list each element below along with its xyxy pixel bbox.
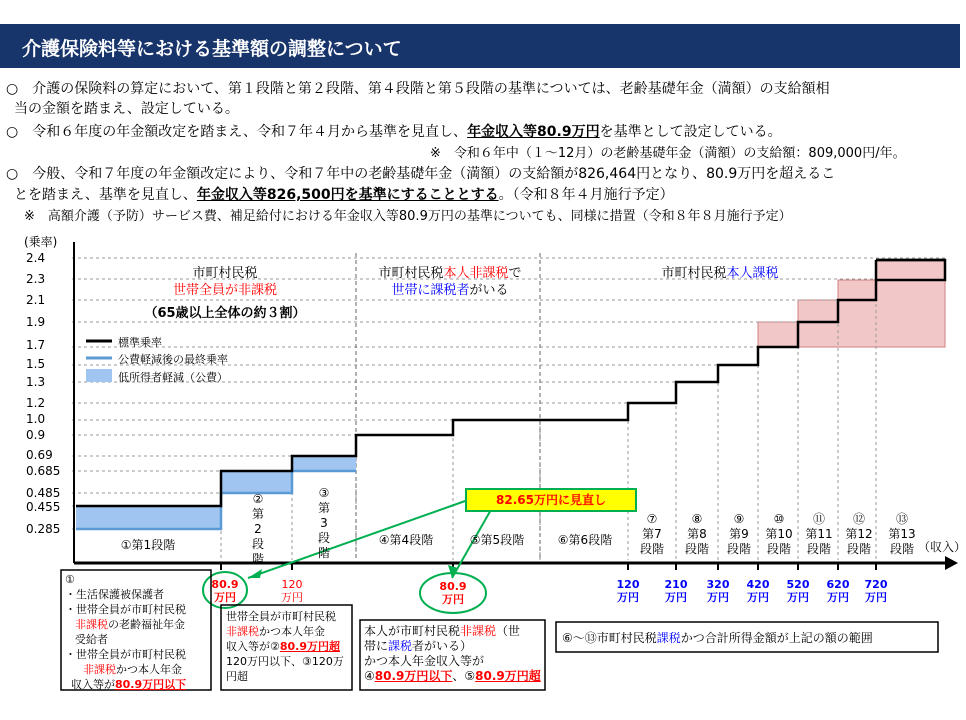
threshold-320: 320 万円 [706,578,730,604]
box2-l5: 円超 [226,670,248,683]
stage-7-label: ⑦ 第7 段階 [639,512,664,556]
intro-p2-note: ※ 令和６年中（１～12月）の老齢基礎年金（満額）の支給額：809,000円/年。 [430,146,906,161]
box2 [226,609,344,684]
intro-p2-post: を基準として設定している。 [599,124,782,140]
stage-1-label: ①第1段階 [120,538,176,552]
box4-post: かつ合計所得金額が上記の額の範囲 [680,631,873,645]
legend-reduction-label: 低所得者軽減（公費） [118,371,228,384]
box4-blue: 課税 [656,631,681,645]
stage-10-label: ⑩ 第10 段階 [765,512,793,556]
box1-l3: ・世帯全員が市町村民税 [65,603,186,616]
group3-blue: 本人課税 [726,266,779,281]
legend-reduction-swatch [86,369,112,382]
reduction-area-3 [292,456,356,471]
box3-l4-bold1: 80.9万円以下 [374,669,453,683]
intro-p1-line2: 当の金額を踏まえ、設定している。 [14,101,239,117]
y-tick-2.4: 2.4 [26,251,46,265]
y-tick-2.3: 2.3 [26,272,46,286]
box1-l2: ・生活保護被保護者 [65,588,164,601]
threshold-520: 520 万円 [786,578,810,604]
box2-l2-red: 非課税 [226,625,259,638]
group2-blue: 世帯に課税者 [391,283,470,298]
box2-l4: 120万円以下、③120万 [226,655,344,668]
reduction-area-1 [76,506,221,529]
stage-12-label: ⑫ 第12 段階 [845,512,873,556]
box1-l7-red: 非課税 [83,663,116,676]
box2-l3-pre: 収入等が② [226,640,280,653]
box3-l4-pre: ④ [364,669,375,683]
stage-6-label: ⑥第6段階 [557,533,613,547]
y-tick-1.2: 1.2 [26,396,46,410]
box1 [65,572,186,692]
legend-standard-label: 標準乗率 [118,336,162,349]
callout-text: 82.65万円に見直し [496,493,606,507]
stage-13-label: ⑬ 第13 段階 [888,512,916,556]
threshold-720: 720 万円 [864,578,888,604]
box3-l3: かつ本人年金収入等が [364,654,485,668]
box3-l4-bold2: 80.9万円超 [475,669,541,683]
group2-post: で [508,266,522,281]
box2-l2 [226,624,344,639]
y-tick-0.285: 0.285 [26,522,61,536]
intro-p3-pre: とを踏まえ、基準を見直し、 [14,187,197,203]
box3-l2 [364,639,541,654]
box3-l1-post: （世 [496,624,521,638]
box1-l7 [65,662,186,677]
box1-l8-bold: 80.9万円以下 [115,678,187,691]
group2-post2: がいる [469,283,509,298]
threshold-620: 620 万円 [826,578,850,604]
box1-l4-red: 非課税 [75,618,108,631]
callout-arrowhead-left [248,569,262,578]
y-tick-0.685: 0.685 [26,464,61,478]
box1-l7-post: かつ本人年金 [116,663,182,676]
y-tick-0.455: 0.455 [26,500,61,514]
intro-p1-line1: ○ 介護の保険料の算定において、第１段階と第２段階、第４段階と第５段階の基準については、老齢基礎年金（満額）の支給額相 [6,81,830,97]
intro-p2-pre: ○ 令和６年度の年金額改定を踏まえ、令和７年４月から基準を見直し、 [6,124,468,140]
box3 [364,624,541,684]
stage-3-label: ③ 第 3 段 階 [317,486,330,560]
group2-red: 本人非課税 [443,266,509,281]
threshold-809-right: 80.9 万円 [439,580,467,606]
box3-l4 [364,669,541,684]
y-axis-label: (乗率) [24,235,58,249]
threshold-809-left: 80.9 万円 [211,578,239,604]
box4 [562,629,873,646]
intro-p2-bold: 年金収入等80.9万円 [467,124,600,140]
x-axis-label: （収入） [918,540,966,554]
box4-pre: ⑥～⑬市町村民税 [562,631,657,645]
y-tick-1.7: 1.7 [26,338,46,352]
box1-l1: ① [65,573,75,586]
threshold-420: 420 万円 [746,578,770,604]
box1-l8-pre: 収入等が [71,678,115,691]
group2-line2 [360,279,540,298]
y-tick-1.9: 1.9 [26,315,46,329]
box1-l8 [65,677,186,692]
box3-l2-post: 者がいる） [412,639,473,653]
threshold-210: 210 万円 [664,578,688,604]
legend-final-label: 公費軽減後の最終乗率 [118,353,228,366]
box1-l6: ・世帯全員が市町村民税 [65,648,186,661]
box2-l1: 世帯全員が市町村民税 [226,610,336,623]
y-tick-0.485: 0.485 [26,486,61,500]
stage-8-label: ⑧ 第8 段階 [684,512,709,556]
intro-p3-line1: ○ 今般、令和７年度の年金額改定により、令和７年中の老齢基礎年金（満額）の支給額が826,464円となり、80.9万円を超えるこ [6,166,836,182]
group2-pre: 市町村民税 [378,266,444,281]
box1-l4 [65,617,186,632]
stage-5-label: ⑤第5段階 [469,533,525,547]
box2-l3-bold: 80.9万円超 [279,640,341,653]
group1-sub: 世帯全員が非課税 [172,283,277,298]
intro-p3-note: ※ 高額介護（予防）サービス費、補足給付における年金収入等80.9万円の基準についても、同様に措置（令和８年８月施行予定） [24,209,792,224]
box1-l5: 受給者 [75,633,108,646]
threshold-120-left: 120 万円 [281,578,303,604]
stage-4-label: ④第4段階 [378,533,434,547]
group3-pre: 市町村民税 [661,266,727,281]
threshold-120-right: 120 万円 [616,578,640,604]
reduction-area-2 [221,471,292,493]
intro-p3-post: 。（令和８年４月施行予定） [498,187,674,203]
y-tick-1.3: 1.3 [26,375,46,389]
y-tick-2.1: 2.1 [26,293,46,307]
box1-l4-post: の老齢福祉年金 [108,618,185,631]
box3-l2-blue: 課税 [388,639,413,653]
y-tick-1.5: 1.5 [26,357,46,371]
stage-11-label: ⑪ 第11 段階 [805,512,833,556]
stage-2-label: ② 第 2 段 階 [251,492,264,566]
intro-p3-bold: 年金収入等826,500円を基準にすることとする [196,187,499,203]
box3-l1 [364,624,541,639]
group1-note: （65歳以上全体の約３割） [144,306,306,321]
x-axis-arrow [945,556,958,570]
y-tick-0.69: 0.69 [26,448,53,462]
box3-l1-red: 非課税 [460,624,497,638]
box2-l3 [226,639,344,654]
box3-l1-pre: 本人が市町村民税 [364,624,461,638]
page-title: 介護保険料等における基準額の調整について [22,38,402,60]
y-tick-1.0: 1.0 [26,412,46,426]
group1-title: 市町村民税 [192,266,258,281]
y-tick-0.9: 0.9 [26,428,46,442]
box2-l2-post: かつ本人年金 [259,625,325,638]
stage-9-label: ⑨ 第9 段階 [726,512,751,556]
box3-l4-mid: 、⑤ [452,669,476,683]
box3-l2-pre: 帯に [364,639,389,653]
group3-title [620,262,820,281]
